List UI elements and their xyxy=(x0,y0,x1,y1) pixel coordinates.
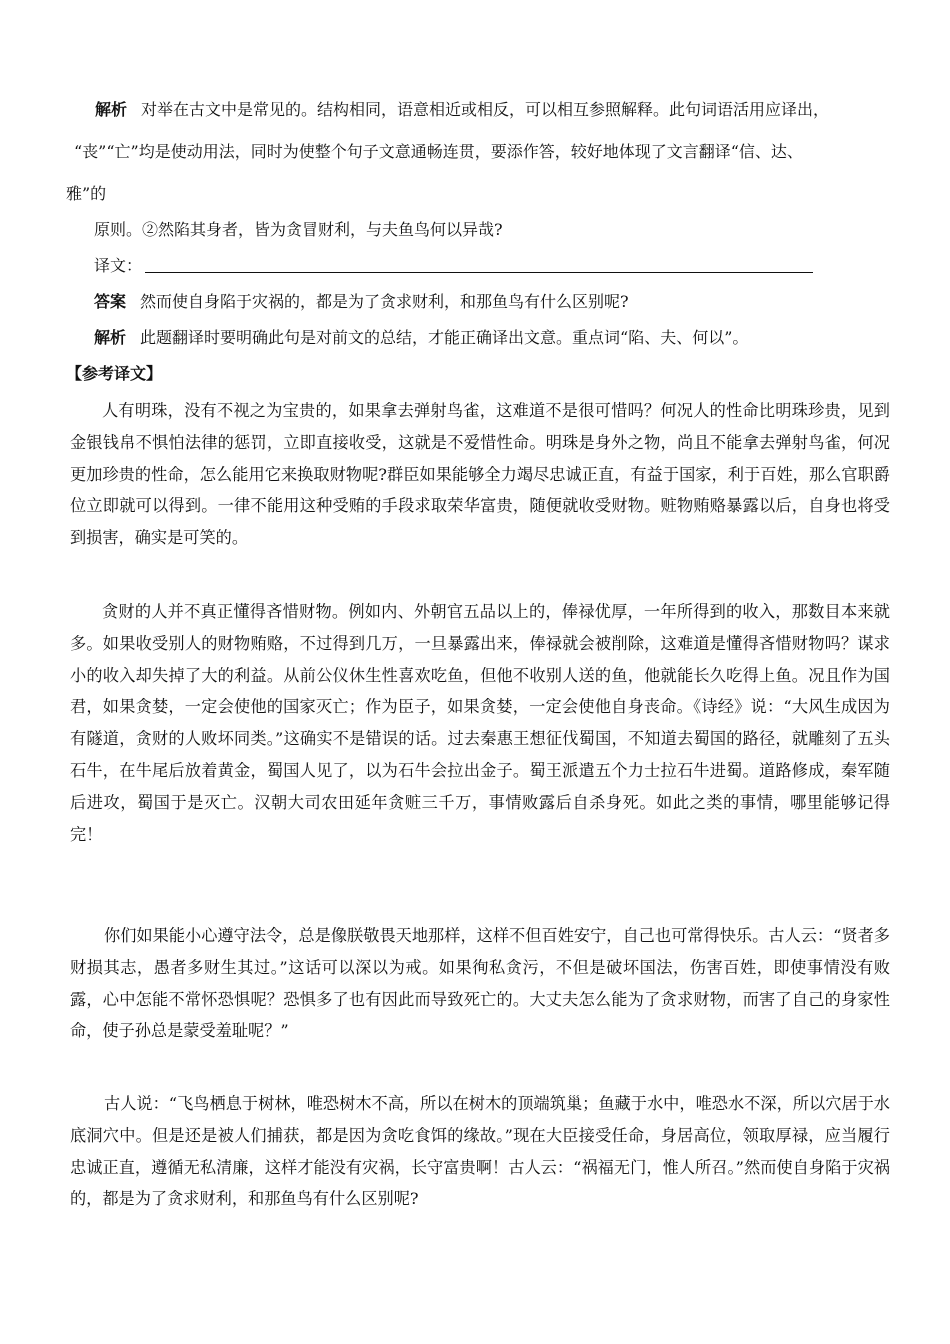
analysis-2-label: 解析 xyxy=(94,328,127,347)
analysis-line-4: 原则。②然陷其身者，皆为贪冒财利，与夫鱼鸟何以异哉? xyxy=(94,220,503,239)
answer-text: 然而使自身陷于灾祸的，都是为了贪求财利，和那鱼鸟有什么区别呢? xyxy=(140,292,629,311)
translation-paragraph-1: 人有明珠，没有不视之为宝贵的，如果拿去弹射鸟雀，这难道不是很可惜吗？何况人的性命比明珠珍贵，见到金银钱帛不惧怕法律的惩罚，立即直接收受，这就是不爱惜性命。明珠是身外之物，尚且不能拿去弹射鸟雀，何况更加珍贵的性命，怎么能用它来换取财物呢?群臣如果能够全力竭尽忠诚正直，有益于国家，利于百姓，那么官职爵位立即就可以得到。一律不能用这种受贿的手段求取荣华富贵，随便就收受财物。赃物贿赂暴露以后，自身也将受到损害，确实是可笑的。 xyxy=(70,401,890,548)
analysis-2-line xyxy=(94,328,748,348)
answer-line xyxy=(94,292,629,312)
answer-label: 答案 xyxy=(94,292,127,311)
analysis-line-2: “丧”“亡”均是使动用法，同时为使整个句子文意通畅连贯，要添作答，较好地体现了文言翻译“信、达、 xyxy=(74,142,803,161)
translation-paragraph-3: 你们如果能小心遵守法令，总是像朕敬畏天地那样，这样不但百姓安宁，自己也可常得快乐。古人云：“贤者多财损其志，愚者多财生其过。”这话可以深以为戒。如果徇私贪污，不但是破坏国法，伤害百姓，即使事情没有败露，心中怎能不常怀恐惧呢？恐惧多了也有因此而导致死亡的。大丈夫怎么能为了贪求财物，而害了自己的身家性命，使子孙总是蒙受羞耻呢？” xyxy=(70,926,890,1041)
translation-paragraph-2: 贪财的人并不真正懂得吝惜财物。例如内、外朝官五品以上的，俸禄优厚，一年所得到的收入，那数目本来就多。如果收受别人的财物贿赂，不过得到几万，一旦暴露出来，俸禄就会被削除，这难道是懂得吝惜财物吗？谋求小的收入却失掉了大的利益。从前公仪休生性喜欢吃鱼，但他不收别人送的鱼，他就能长久吃得上鱼。况且作为国君，如果贪婪，一定会使他的国家灭亡；作为臣子，如果贪婪，一定会使他自身丧命。《诗经》说：“大风生成因为有隧道，贪财的人败坏同类。”这确实不是错误的话。过去秦惠王想征伐蜀国，不知道去蜀国的路径，就雕刻了五头石牛，在牛尾后放着黄金，蜀国人见了，以为石牛会拉出金子。蜀王派遣五个力士拉石牛进蜀。道路修成，秦军随后进攻，蜀国于是灭亡。汉朝大司农田延年贪赃三千万，事情败露后自杀身死。如此之类的事情，哪里能够记得完！ xyxy=(70,602,890,844)
translation-blank-line xyxy=(145,272,813,273)
analysis-2-text: 此题翻译时要明确此句是对前文的总结，才能正确译出文意。重点词“陷、夫、何以”。 xyxy=(140,328,749,347)
analysis-label: 解析 xyxy=(95,100,128,119)
reference-translation-heading: 【参考译文】 xyxy=(66,364,163,383)
analysis-text: 对举在古文中是常见的。结构相同，语意相近或相反，可以相互参照解释。此句词语活用应译出， xyxy=(141,100,830,119)
translation-prompt: 译文： xyxy=(94,256,143,275)
translation-paragraph-4: 古人说：“飞鸟栖息于树林，唯恐树木不高，所以在树木的顶端筑巢；鱼藏于水中，唯恐水不深，所以穴居于水底洞穴中。但是还是被人们捕获，都是因为贪吃食饵的缘故。”现在大臣接受任命，身居高位，领取厚禄，应当履行忠诚正直，遵循无私清廉，这样才能没有灾祸，长守富贵啊！古人云：“祸福无门，惟人所召。”然而使自身陷于灾祸的，都是为了贪求财利，和那鱼鸟有什么区别呢? xyxy=(70,1094,890,1209)
analysis-line-3: 雅”的 xyxy=(66,184,107,203)
analysis-line-1 xyxy=(95,100,829,120)
